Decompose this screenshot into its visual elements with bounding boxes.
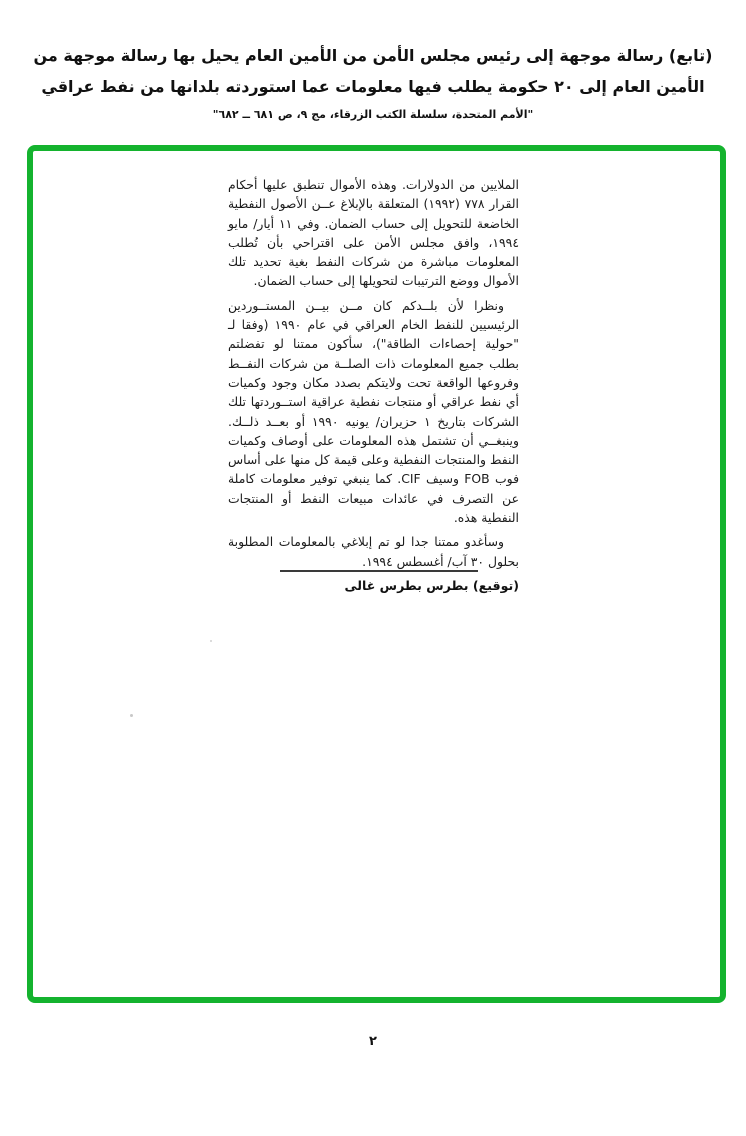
letter-body (228, 175, 519, 595)
scan-artifact (130, 714, 133, 717)
letter-paragraph: ونظرا لأن بلــدكم كان مــن بيــن المستــوردين الرئيسيين للنفط الخام العراقي في عام ١٩٩٠ (وفقا لـ "حولية إحصاءات الطاقة")، سأكون ممتنا لو تفضلتم بطلب جميع المعلومات ذات الصلــة من شركات النفــط وفروعها الواقعة تحت ولايتكم بصدد مكان وجود وكميات أي نفط عراقي أو منتجات نفطية عراقية استــوردتها تلك الشركات بتاريخ ١ حزيران/ يونيه ١٩٩٠ أو بعــد ذلــك. وينبغــي أن تشتمل هذه المعلومات على أوصاف وكميات النفط والمنتجات النفطية وعلى قيمة كل منها على أساس فوب FOB وسيف CIF. كما ينبغي توفير معلومات كاملة عن التصرف في عائدات مبيعات النفط أو المنتجات النفطية هذه. (228, 297, 519, 526)
page-number: ٢ (369, 1034, 377, 1049)
separator-rule (280, 570, 478, 572)
header-source-citation: "الأمم المتحدة، سلسلة الكتب الزرقاء، مج ٩، ص ٦٨١ ــ ٦٨٢" (212, 108, 534, 121)
scan-artifact (210, 640, 212, 642)
signature-line: (توقيع) بطرس بطرس غالى (344, 577, 519, 593)
document-header (0, 40, 746, 126)
header-title-line-2: الأمين العام إلى ٢٠ حكومة يطلب فيها معلومات عما استوردته بلدانها من نفط عراقي (41, 77, 705, 96)
letter-paragraph: الملايين من الدولارات. وهذه الأموال تنطبق عليها أحكام القرار ٧٧٨ (١٩٩٢) المتعلقة بالإبلاغ عــن الأصول النفطية الخاضعة للتحويل إلى حساب الضمان. وفي ١١ أيار/ مايو ١٩٩٤، وافق مجلس الأمن على اقتراحي بأن تُطلب المعلومات مباشرة من شركات النفط بغية تحديد تلك الأموال ووضع الترتيبات لتحويلها إلى حساب الضمان. (228, 177, 520, 289)
letter-paragraph: وسأغدو ممتنا جدا لو تم إبلاغي بالمعلومات المطلوبة بحلول ٣٠ آب/ أغسطس ١٩٩٤. (228, 534, 519, 569)
header-title-line-1: (تابع) رسالة موجهة إلى رئيس مجلس الأمن من الأمين العام يحيل بها رسالة موجهة من (33, 46, 713, 65)
